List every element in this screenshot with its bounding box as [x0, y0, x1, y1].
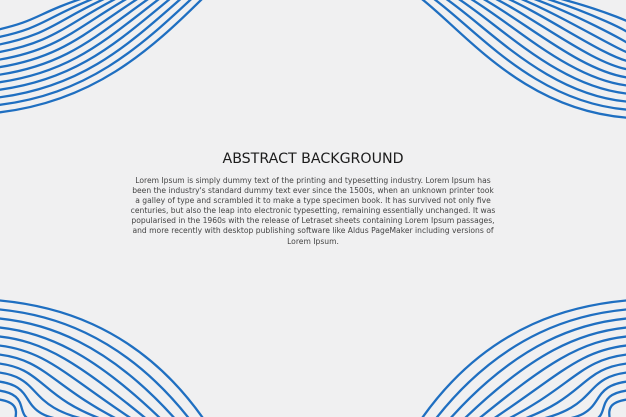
bottom-left-stripe-5	[0, 336, 149, 417]
top-left-stripe-11	[0, 0, 100, 38]
bottom-right-wave-stripes	[420, 300, 626, 417]
text-block	[130, 150, 496, 247]
bottom-left-wave-stripes	[0, 300, 205, 417]
top-left-stripe-8	[0, 0, 132, 61]
bottom-right-stripe-6	[490, 345, 626, 417]
top-left-stripe-12	[0, 0, 90, 31]
top-left-wave-stripes	[0, 0, 205, 113]
top-right-stripe-9	[514, 0, 626, 54]
bottom-right-stripe-10	[546, 381, 626, 417]
bottom-left-stripe-10	[0, 381, 79, 417]
body-paragraph: Lorem Ipsum is simply dummy text of the printing and typesetting industry. Lorem Ipsum has been the industry's standard dummy text ever since the 1500s, when an unknown printer took a galley of type and scrambled it to make a type specimen book. It has survived not only five centuries, but also the leap into electronic typesetting, remaining essentially unchanged. It was popularised in the 1960s with the release of Letraset sheets containing Lorem Ipsum passages, and more recently with desktop publishing software like Aldus PageMaker including versions of Lorem Ipsum.	[130, 176, 496, 246]
page-title: ABSTRACT BACKGROUND	[222, 151, 404, 167]
top-left-stripe-9	[0, 0, 121, 53]
top-left-stripe-1	[0, 0, 205, 113]
top-right-wave-stripes	[418, 0, 626, 118]
